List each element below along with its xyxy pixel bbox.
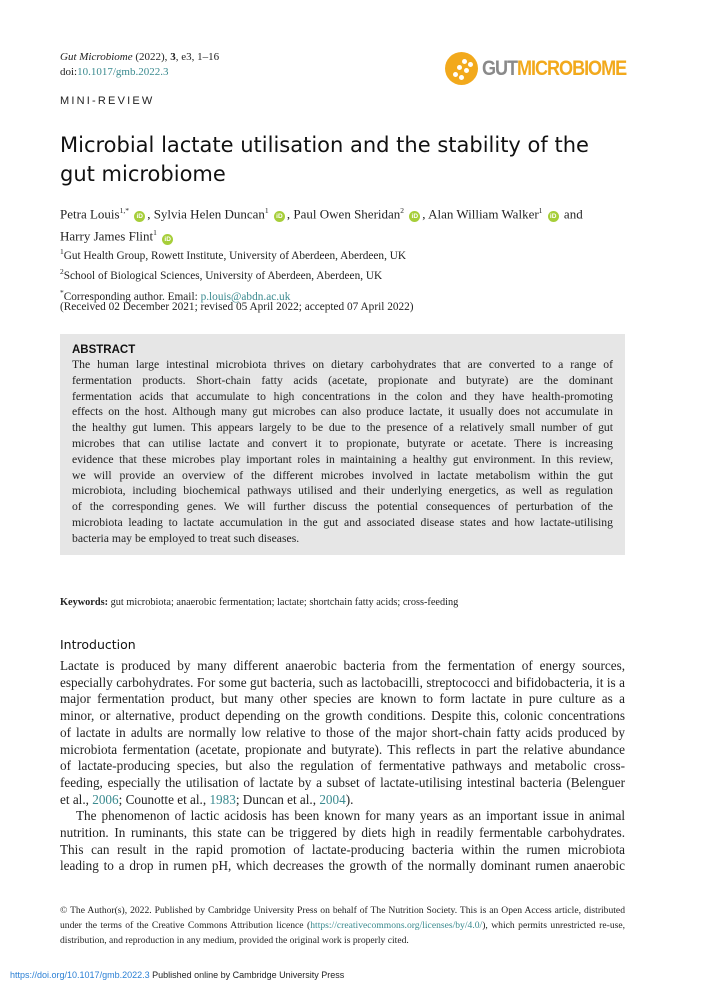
text-line: microbiota, including biochemical pathways utilised and their underlying energetics, as well as regulation bbox=[72, 484, 613, 498]
text-line: The phenomenon of lactic acidosis has been known for many years as an important issue in animal bbox=[76, 808, 625, 824]
text-line: et al., 2006; Counotte et al., 1983; Duncan et al., 2004). bbox=[60, 791, 354, 807]
logo-mark-icon bbox=[445, 52, 478, 85]
text-line: of lactate in adults are normally low relative to those of the major short-chain fatty acids produced by bbox=[60, 724, 625, 740]
author: Harry James Flint bbox=[60, 228, 154, 244]
received-dates: (Received 02 December 2021; revised 05 April 2022; accepted 07 April 2022) bbox=[60, 301, 414, 313]
author: Alan William Walker bbox=[428, 206, 539, 222]
license-link[interactable]: https://creativecommons.org/licenses/by/4.0/ bbox=[310, 920, 483, 931]
journal-logo: GUTMICROBIOME bbox=[445, 52, 650, 85]
volume: 3 bbox=[170, 51, 176, 63]
text-line: bacteria may be employed to treat such diseases. bbox=[72, 531, 300, 545]
published-online: https://doi.org/10.1017/gmb.2022.3 Published online by Cambridge University Press bbox=[10, 970, 345, 980]
text-line: The human large intestinal microbiota thrives on dietary carbohydrates that are converted to a range of bbox=[72, 358, 613, 371]
text-line: major fermentation product, but many other species are known to form lactate in pure culture as a bbox=[60, 691, 625, 707]
text-line: of the corresponding genes. We will further discuss the potential consequences of perturbation of the bbox=[72, 500, 613, 514]
text-line: Lactate is produced by many different anaerobic bacteria from the fermentation of energy sources, bbox=[60, 658, 625, 673]
abstract-box bbox=[60, 334, 625, 555]
author-list: Petra Louis$^{1,*}$ iD , Sylvia Helen Duncan$^1$ iD , Paul Owen Sheridan$^2$ iD , Alan William Walker$^1$ iD and Harry James Flint$^1$ iD bbox=[60, 206, 583, 244]
orcid-icon[interactable]: iD bbox=[134, 211, 145, 222]
article-title: Microbial lactate utilisation and the stability of the gut microbiome bbox=[60, 133, 589, 186]
orcid-icon[interactable]: iD bbox=[548, 211, 559, 222]
text-line: This can result in the rapid promotion of lactate-producing bacteria within the rumen microbiota bbox=[60, 841, 625, 857]
author: Sylvia Helen Duncan bbox=[153, 206, 265, 222]
citation-link[interactable]: 1983 bbox=[209, 791, 236, 807]
text-line: the healthy gut lumen. This appears largely to be due to the presence of a relatively small number of gut bbox=[72, 421, 613, 435]
doi-footer-link[interactable]: https://doi.org/10.1017/gmb.2022.3 bbox=[10, 970, 150, 980]
author: Paul Owen Sheridan bbox=[293, 206, 401, 222]
text-line: evidence that these microbes play important roles in maintaining a healthy gut environment. In this review, bbox=[72, 452, 613, 466]
orcid-icon[interactable]: iD bbox=[409, 211, 420, 222]
doi-link[interactable]: 10.1017/gmb.2022.3 bbox=[77, 66, 169, 78]
email-link[interactable]: p.louis@abdn.ac.uk bbox=[200, 290, 291, 303]
text-line: effects on the host. Although many gut microbes can also produce lactate, it usually does not accumulate in bbox=[72, 405, 613, 419]
text-line: microbes that can utilise lactate and convert it to propionate, butyrate or acetate. There is increasing bbox=[72, 436, 613, 450]
text-line: leading to a drop in rumen pH, which decreases the growth of the normally dominant rumen anaerobic bbox=[60, 858, 625, 874]
section-heading-introduction: Introduction bbox=[60, 637, 136, 652]
affiliations: $^1$Gut Health Group, Rowett Institute, University of Aberdeen, Aberdeen, UK $^2$School of Biological Sciences, University of Aberdeen, Aberdeen, UK *Corresponding author. Email: p.louis@abdn.ac.uk bbox=[60, 247, 407, 303]
text-line: we will provide an overview of the different microbes involved in lactate metabolism within the gut bbox=[72, 468, 613, 482]
citation-link[interactable]: 2006 bbox=[92, 791, 119, 807]
introduction-text bbox=[60, 658, 625, 875]
orcid-icon[interactable]: iD bbox=[162, 234, 173, 245]
abstract-heading: ABSTRACT bbox=[72, 344, 136, 356]
text-line: microbiota fermentation (acetate, propionate and butyrate). This reflects in part the relative abundance bbox=[60, 741, 625, 757]
text-line: nutrition. In ruminants, this state can be triggered by diets high in readily fermentable carbohydrates. bbox=[60, 825, 625, 841]
text-line: fermentation products. Short-chain fatty acids (acetate, propionate and butyrate) are the dominant bbox=[72, 373, 613, 387]
text-line: feeding, especially the utilisation of lactate by a subset of lactate-utilising intestinal bacteria (Belenguer bbox=[60, 774, 625, 790]
journal-name: Gut Microbiome bbox=[60, 51, 133, 63]
keywords: Keywords: gut microbiota; anaerobic fermentation; lactate; shortchain fatty acids; cross-feeding bbox=[60, 597, 459, 608]
text-line: microbiota leading to lactate accumulation in the gut and associated disease states and how lactate-utilising bbox=[72, 515, 613, 529]
copyright-notice: © The Author(s), 2022. Published by Cambridge University Press on behalf of The Nutrition Society. This is an Open Access article, distributed under the terms of the Creative Commons Attribution licence (https://creativecommons.org/licenses/by/4.0/), which permits unrestricted re-use, distribution, and reproduction in any medium, provided the original work is properly cited. bbox=[60, 905, 625, 946]
text-line: especially carbohydrates. For some gut bacteria, such as lactobacilli, streptococci and bifidobacteria, it is a bbox=[60, 674, 625, 690]
text-line: of lactate-producing species, but also the regulation of fermentative pathways and metabolic cross- bbox=[60, 758, 625, 774]
article-type: MINI-REVIEW bbox=[60, 95, 155, 107]
orcid-icon[interactable]: iD bbox=[274, 211, 285, 222]
text-line: minor, or alternative, product depending on the growth conditions. Despite this, colonic concentrations bbox=[60, 708, 625, 724]
abstract-text bbox=[72, 357, 613, 547]
text-line: fermentation acids that accumulate to high concentrations in the colon and they have health-promoting bbox=[72, 389, 613, 403]
author: Petra Louis bbox=[60, 206, 120, 222]
journal-citation: Gut Microbiome (2022), 3, e3, 1–16 doi:10.1017/gmb.2022.3 bbox=[60, 51, 220, 78]
citation-link[interactable]: 2004 bbox=[319, 791, 346, 807]
